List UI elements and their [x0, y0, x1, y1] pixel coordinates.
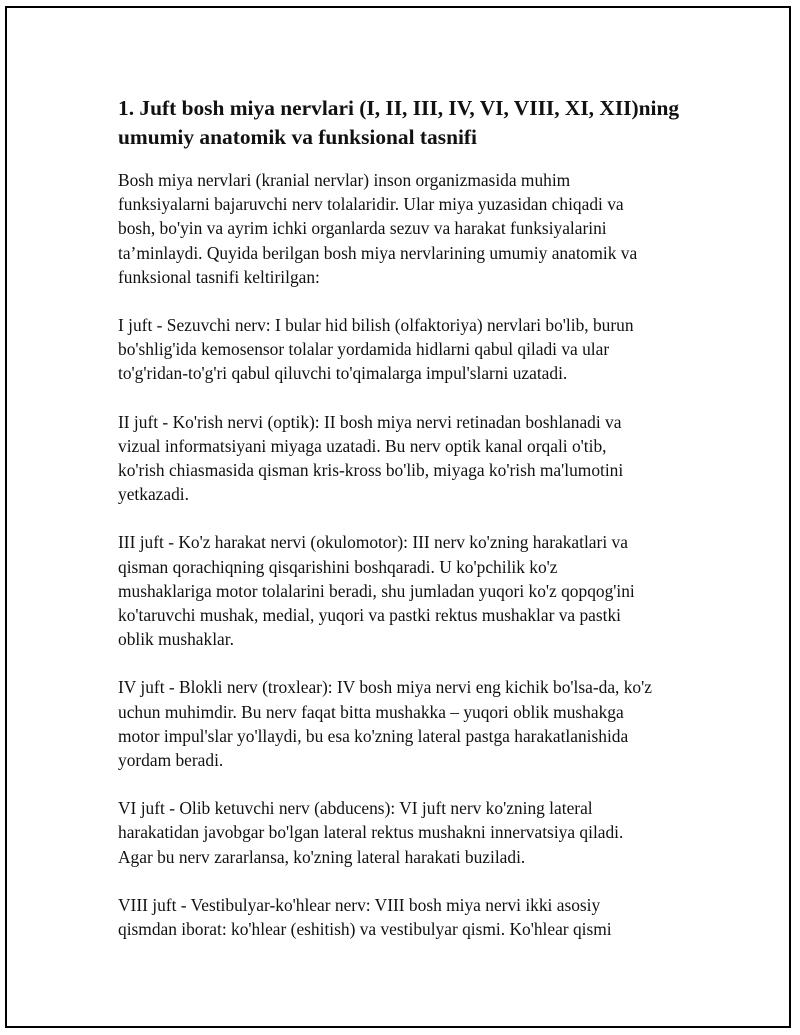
text-line: uchun muhimdir. Bu nerv faqat bitta mushakka – yuqori oblik mushakga [118, 701, 624, 722]
text-line: harakatidan javobgar bo'lgan lateral rektus mushakni innervatsiya qiladi. [118, 822, 624, 843]
text-line: IV juft - Blokli nerv (troxlear): IV bosh miya nervi eng kichik bo'lsa-da, ko'z [118, 677, 652, 698]
paragraph-intro [118, 168, 693, 289]
title-line: umumiy anatomik va funksional tasnifi [118, 125, 477, 149]
text-line: qisman qorachiqning qisqarishini boshqaradi. U ko'pchilik ko'z [118, 556, 558, 577]
paragraph-nerve-vi [118, 796, 693, 869]
text-line: Bosh miya nervlari (kranial nervlar) inson organizmasida muhim [118, 170, 571, 190]
text-line: vizual informatsiyani miyaga uzatadi. Bu nerv optik kanal orqali o'tib, [118, 435, 607, 456]
document-body [118, 94, 693, 965]
text-line: mushaklariga motor tolalarini beradi, shu jumladan yuqori ko'z qopqog'ini [118, 580, 635, 601]
paragraph-nerve-ii [118, 410, 693, 507]
text-line: Agar bu nerv zararlansa, ko'zning lateral harakati buziladi. [118, 846, 526, 867]
text-line: II juft - Ko'rish nervi (optik): II bosh miya nervi retinadan boshlanadi va [118, 411, 622, 432]
text-line: motor impul'slar yo'llaydi, bu esa ko'zning lateral pastga harakatlanishida [118, 725, 629, 746]
text-line: ko'taruvchi mushak, medial, yuqori va pastki rektus mushaklar va pastki [118, 605, 622, 626]
title-line: 1. Juft bosh miya nervlari (I, II, III, IV, VI, VIII, XI, XII)ning [118, 96, 680, 120]
paragraph-nerve-viii [118, 893, 693, 941]
text-line: bo'shlig'ida kemosensor tolalar yordamida hidlarni qabul qiladi va ular [118, 339, 610, 360]
text-line: ta’minlaydi. Quyida berilgan bosh miya nervlarining umumiy anatomik va [118, 242, 638, 263]
text-line: funksional tasnifi keltirilgan: [118, 266, 320, 287]
text-line: I juft - Sezuvchi nerv: I bular hid bilish (olfaktoriya) nervlari bo'lib, burun [118, 315, 634, 336]
text-line: oblik mushaklar. [118, 629, 234, 650]
paragraph-nerve-iv [118, 675, 693, 772]
text-line: yetkazadi. [118, 484, 189, 505]
text-line: VI juft - Olib ketuvchi nerv (abducens): VI juft nerv ko'zning lateral [118, 798, 593, 819]
text-line: ko'rish chiasmasida qisman kris-kross bo'lib, miyaga ko'rish ma'lumotini [118, 460, 624, 481]
text-line: to'g'ridan-to'g'ri qabul qiluvchi to'qimalarga impul'slarni uzatadi. [118, 363, 568, 384]
paragraph-nerve-i [118, 313, 693, 386]
text-line: yordam beradi. [118, 750, 224, 771]
text-line: funksiyalarni bajaruvchi nerv tolalaridir. Ular miya yuzasidan chiqadi va [118, 194, 624, 215]
document-title [118, 94, 693, 152]
text-line: bosh, bo'yin va ayrim ichki organlarda sezuv va harakat funksiyalarini [118, 218, 607, 239]
text-line: VIII juft - Vestibulyar-ko'hlear nerv: VIII bosh miya nervi ikki asosiy [118, 894, 601, 915]
paragraph-nerve-iii [118, 530, 693, 651]
text-line: III juft - Ko'z harakat nervi (okulomotor): III nerv ko'zning harakatlari va [118, 532, 628, 553]
text-line: qismdan iborat: ko'hlear (eshitish) va vestibulyar qismi. Ko'hlear qismi [118, 919, 612, 940]
